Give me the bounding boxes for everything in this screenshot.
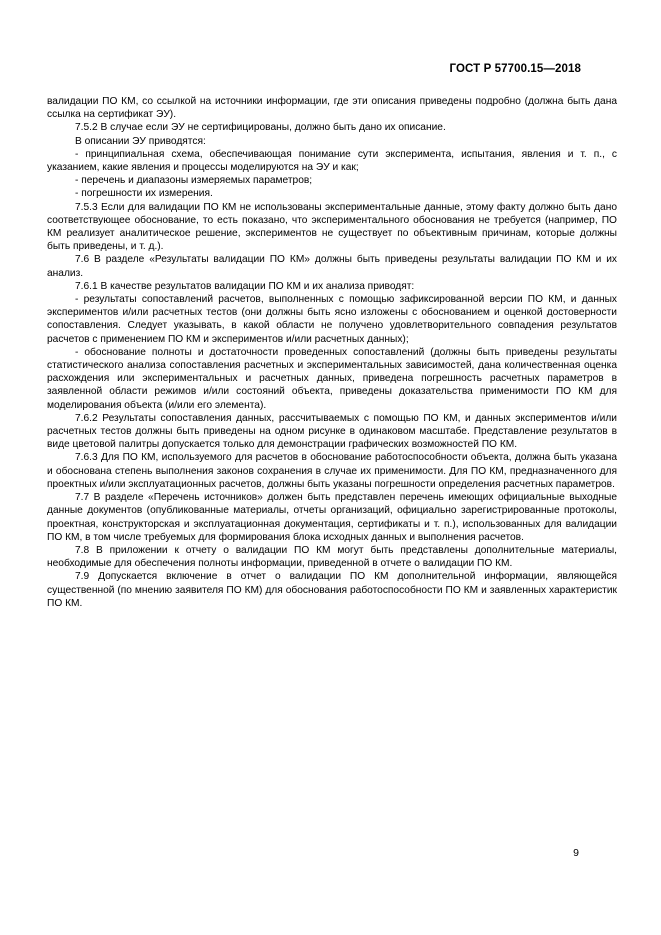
paragraph: 7.6.2 Результаты сопоставления данных, рассчитываемых с помощью ПО КМ, и данных экспериментов и/или расчетных тестов должны быть приведены на одном рисунке в одинаковом масштабе. Представление результатов в виде цветовой палитры допускается только для демонстрации графических возможностей ПО КМ. — [47, 412, 617, 451]
paragraph: 7.9 Допускается включение в отчет о валидации ПО КМ дополнительной информации, являющейся существенной (по мнению заявителя ПО КМ) для обоснования работоспособности ПО КМ и заявленных характеристик ПО КМ. — [47, 571, 617, 609]
page-number: 9 — [573, 847, 579, 859]
paragraph: 7.7 В разделе «Перечень источников» должен быть представлен перечень имеющих официальные выходные данные документов (опубликованные материалы, отчеты организаций, официально зарегистрированные протоколы, проектная, конструкторская и эксплуатационная документация, сертификаты и т. п.), использованных для валидации ПО КМ, в том числе требуемых для формирования блока исходных данных и выполнения расчетов. — [47, 492, 617, 543]
list-item: - погрешности их измерения. — [75, 188, 213, 200]
paragraph: 7.8 В приложении к отчету о валидации ПО КМ могут быть представлены дополнительные материалы, необходимые для обеспечения полноты информации, приведенной в отчете о валидации ПО КМ. — [47, 544, 617, 570]
list-item: - перечень и диапазоны измеряемых параметров; — [75, 175, 313, 187]
paragraph: 7.6.1 В качестве результатов валидации ПО КМ и их анализа приводят: — [75, 280, 415, 292]
paragraph: 7.6 В разделе «Результаты валидации ПО КМ» должны быть приведены результаты валидации ПО КМ и их анализ. — [47, 254, 617, 279]
paragraph: В описании ЭУ приводятся: — [75, 135, 206, 147]
list-item: - принципиальная схема, обеспечивающая понимание сути эксперимента, испытания, явления и т. п., с указанием, какие явления и процессы моделируются на ЭУ и как; — [47, 148, 617, 174]
paragraph: 7.5.3 Если для валидации ПО КМ не использованы экспериментальные данные, этому факту должно быть дано соответствующее обоснование, то есть показано, что экспериментального обоснования не требуется (например, ПО КМ реализует аналитическое решение, экспериментов не существует по объективным причинам, которые должны быть приведены, и т. д.). — [47, 201, 617, 253]
standard-header: ГОСТ Р 57700.15—2018 — [449, 63, 581, 75]
paragraph: валидации ПО КМ, со ссылкой на источники информации, где эти описания приведены подробно (должна быть дана ссылка на сертификат ЭУ). — [47, 96, 617, 121]
list-item: - обоснование полноты и достаточности проведенных сопоставлений (должны быть приведены результаты статистического анализа сопоставления расчетных и экспериментальных зависимостей, дана количественная оценка расхождения или экспериментальных и расчетных данных, приведена погрешность расчетных параметров в заявленной области режимов и/или состояний объекта, приведены доказательства применимости ПО КМ для моделирования объекта (и/или его элемента). — [47, 346, 617, 411]
list-item: - результаты сопоставлений расчетов, выполненных с помощью зафиксированной версии ПО КМ, и данных экспериментов и/или расчетных тестов (они должны быть ясно изложены с обоснованием и оценкой достоверности сопоставления. Следует указывать, в какой области не получено удовлетворительного совпадения результатов расчетов с применением ПО КМ и экспериментов и/или расчетных данных); — [47, 294, 617, 345]
document-body — [47, 95, 617, 610]
paragraph: 7.5.2 В случае если ЭУ не сертифицированы, должно быть дано их описание. — [75, 122, 446, 134]
paragraph: 7.6.3 Для ПО КМ, используемого для расчетов в обоснование работоспособности объекта, должна быть указана и обоснована степень выполнения законов сохранения в случае их применимости. Для ПО КМ, предназначенного для проектных и/или эксплуатационных расчетов, должны быть указаны погрешности определения расчетных параметров. — [47, 452, 617, 490]
